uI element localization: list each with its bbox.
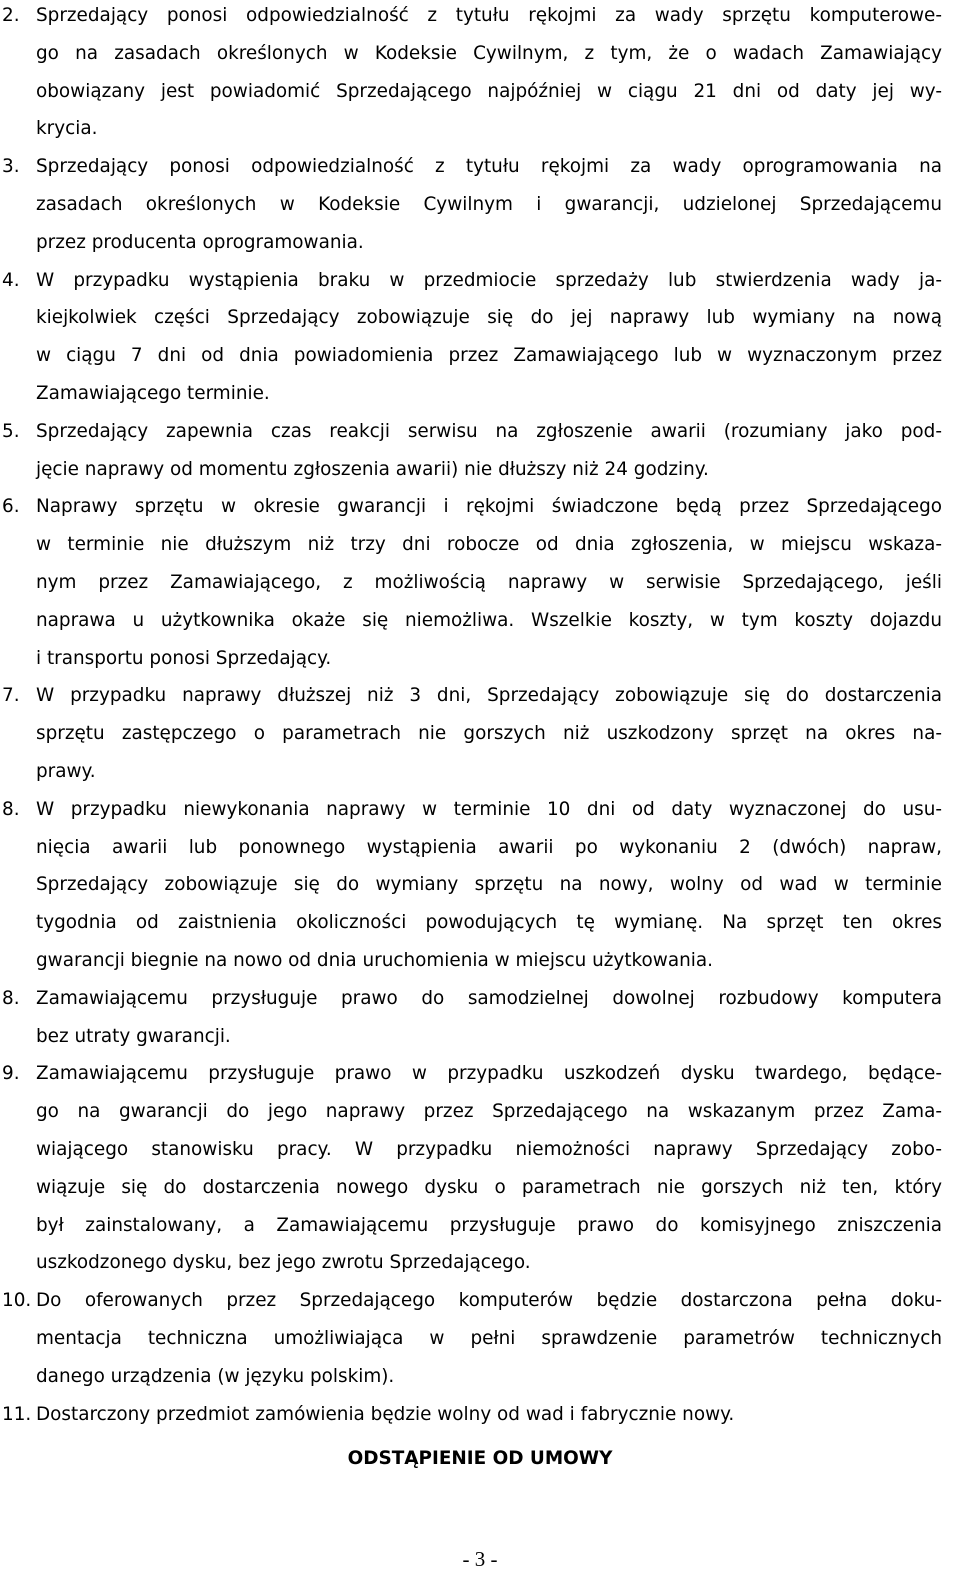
- list-item-text-line: danego urządzenia (w języku polskim).: [36, 1365, 395, 1387]
- list-item-text-line: wiającego stanowisku pracy. W przypadku niemożności naprawy Sprzedający zobo-: [36, 1138, 942, 1160]
- list-item-number: 8.: [2, 987, 20, 1009]
- list-item-text-line: w terminie nie dłuższym niż trzy dni robocze od dnia zgłoszenia, w miejscu wskaza-: [36, 534, 942, 556]
- list-item-text-line: Dostarczony przedmiot zamówienia będzie wolny od wad i fabrycznie nowy.: [36, 1403, 735, 1425]
- list-item-text-line: kiejkolwiek części Sprzedający zobowiązuje się do jej naprawy lub wymiany na nową: [36, 307, 942, 329]
- list-item-text-line: był zainstalowany, a Zamawiającemu przysługuje prawo do komisyjnego zniszczenia: [36, 1214, 942, 1236]
- list-item-text-line: krycia.: [36, 118, 98, 140]
- list-item-text-line: bez utraty gwarancji.: [36, 1025, 231, 1047]
- list-item-text-line: prawy.: [36, 760, 96, 782]
- list-item-text-line: Zamawiającemu przysługuje prawo w przypadku uszkodzeń dysku twardego, będące-: [36, 1063, 942, 1085]
- list-item-number: 10.: [2, 1290, 32, 1312]
- list-item-number: 3.: [2, 156, 20, 178]
- list-item-text-line: Naprawy sprzętu w okresie gwarancji i rękojmi świadczone będą przez Sprzedającego: [36, 496, 942, 518]
- list-item-text-line: go na zasadach określonych w Kodeksie Cywilnym, z tym, że o wadach Zamawiający: [36, 42, 942, 64]
- page-number: - 3 -: [462, 1547, 498, 1571]
- list-item-text-line: Sprzedający ponosi odpowiedzialność z tytułu rękojmi za wady sprzętu komputerowe-: [36, 5, 942, 26]
- list-item-text-line: wiązuje się do dostarczenia nowego dysku o parametrach nie gorszych niż ten, który: [36, 1176, 942, 1198]
- list-item-number: 5.: [2, 420, 20, 442]
- list-item-number: 9.: [2, 1063, 20, 1085]
- list-item-number: 11.: [2, 1403, 32, 1425]
- list-item-text-line: zasadach określonych w Kodeksie Cywilnym i gwarancji, udzielonej Sprzedającemu: [36, 193, 942, 215]
- list-item-text-line: Sprzedający zapewnia czas reakcji serwisu na zgłoszenie awarii (rozumiany jako pod-: [36, 420, 942, 442]
- list-item-text-line: jęcie naprawy od momentu zgłoszenia awarii) nie dłuższy niż 24 godziny.: [36, 458, 709, 480]
- list-item-text-line: W przypadku wystąpienia braku w przedmiocie sprzedaży lub stwierdzenia wady ja-: [36, 269, 942, 291]
- section-heading: ODSTĄPIENIE OD UMOWY: [347, 1448, 613, 1469]
- list-item-text-line: uszkodzonego dysku, bez jego zwrotu Sprzedającego.: [36, 1252, 531, 1274]
- list-item-text-line: i transportu ponosi Sprzedający.: [36, 647, 332, 669]
- list-item-text-line: naprawa u użytkownika okaże się niemożliwa. Wszelkie koszty, w tym koszty dojazdu: [36, 609, 942, 631]
- list-item-text-line: w ciągu 7 dni od dnia powiadomienia przez Zamawiającego lub w wyznaczonym przez: [36, 345, 942, 367]
- list-item-text-line: W przypadku niewykonania naprawy w terminie 10 dni od daty wyznaczonej do usu-: [36, 798, 942, 820]
- list-item-text-line: nięcia awarii lub ponownego wystąpienia awarii po wykonaniu 2 (dwóch) napraw,: [36, 836, 942, 858]
- list-item-text-line: Sprzedający ponosi odpowiedzialność z tytułu rękojmi za wady oprogramowania na: [36, 156, 942, 178]
- list-item-text-line: gwarancji biegnie na nowo od dnia uruchomienia w miejscu użytkowania.: [36, 949, 713, 971]
- list-item-text-line: Sprzedający zobowiązuje się do wymiany sprzętu na nowy, wolny od wad w terminie: [36, 874, 942, 896]
- list-item-number: 4.: [2, 269, 20, 291]
- list-item-text-line: Zamawiającego terminie.: [36, 382, 270, 404]
- list-item-number: 7.: [2, 685, 20, 707]
- list-item-text-line: W przypadku naprawy dłuższej niż 3 dni, Sprzedający zobowiązuje się do dostarczenia: [36, 685, 942, 707]
- list-item-text-line: mentacja techniczna umożliwiająca w pełni sprawdzenie parametrów technicznych: [36, 1327, 942, 1349]
- list-item-text-line: Do oferowanych przez Sprzedającego komputerów będzie dostarczona pełna doku-: [36, 1290, 942, 1312]
- list-item-number: 6.: [2, 496, 20, 518]
- list-item-number: 2.: [2, 5, 20, 26]
- list-item-text-line: Zamawiającemu przysługuje prawo do samodzielnej dowolnej rozbudowy komputera: [36, 987, 942, 1009]
- list-item-text-line: tygodnia od zaistnienia okoliczności powodujących tę wymianę. Na sprzęt ten okres: [36, 912, 942, 934]
- list-item-text-line: sprzętu zastępczego o parametrach nie gorszych niż uszkodzony sprzęt na okres na-: [36, 723, 942, 745]
- list-item-text-line: obowiązany jest powiadomić Sprzedającego najpóźniej w ciągu 21 dni od daty jej wy-: [36, 80, 942, 102]
- list-item-number: 8.: [2, 798, 20, 820]
- list-item-text-line: nym przez Zamawiającego, z możliwością naprawy w serwisie Sprzedającego, jeśli: [36, 571, 942, 593]
- list-item-text-line: go na gwarancji do jego naprawy przez Sprzedającego na wskazanym przez Zama-: [36, 1101, 942, 1123]
- list-item-text-line: przez producenta oprogramowania.: [36, 231, 364, 253]
